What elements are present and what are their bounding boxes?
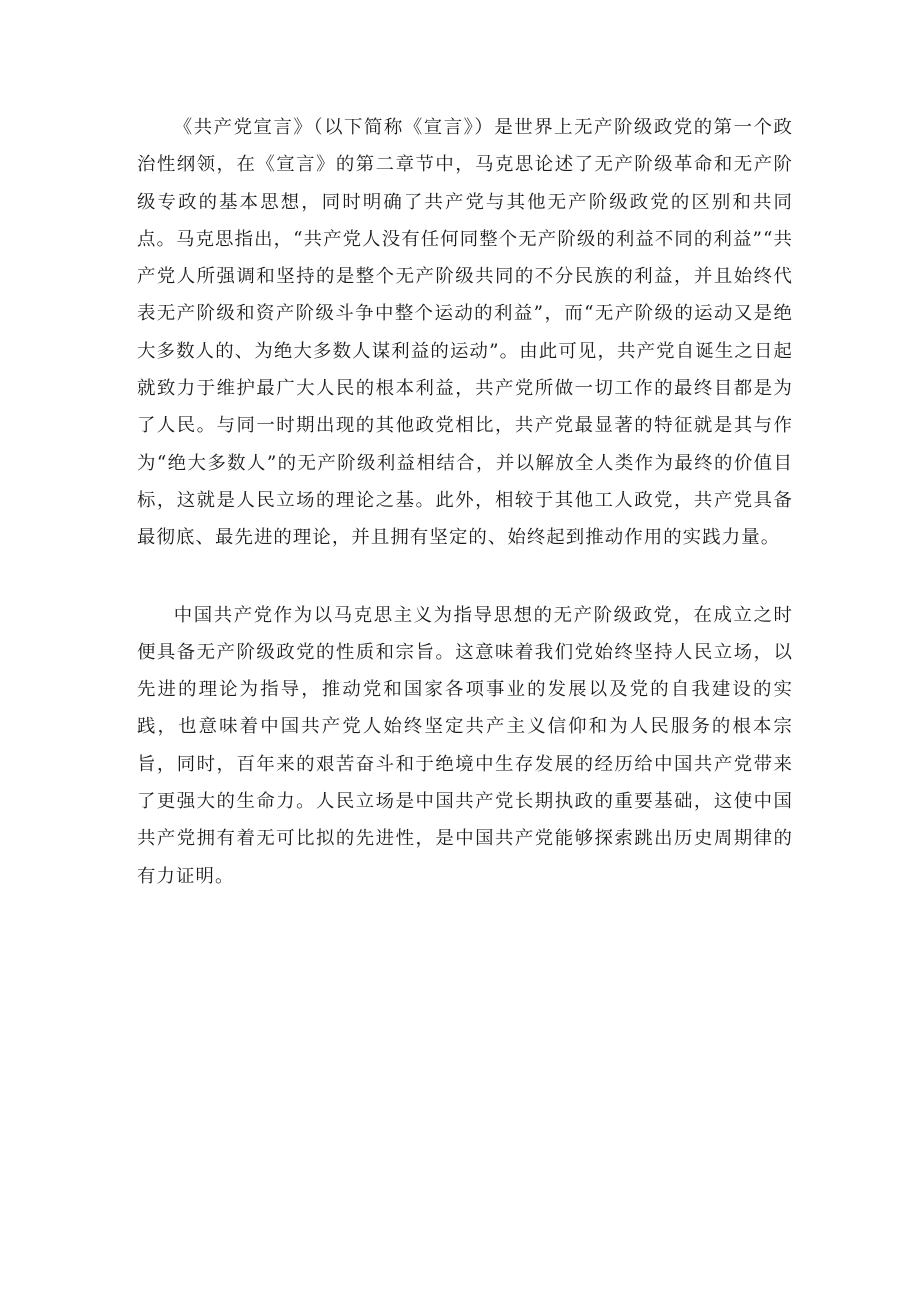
document-body [137, 109, 793, 895]
paragraph-2: 中国共产党作为以马克思主义为指导思想的无产阶级政党，在成立之时便具备无产阶级政党的性质和宗旨。这意味着我们党始终坚持人民立场，以先进的理论为指导，推动党和国家各项事业的发展以及党的自我建设的实践，也意味着中国共产党人始终坚定共产主义信仰和为人民服务的根本宗旨，同时，百年来的艰苦奋斗和于绝境中生存发展的经历给中国共产党带来了更强大的生命力。人民立场是中国共产党长期执政的重要基础，这使中国共产党拥有着无可比拟的先进性，是中国共产党能够探索跳出历史周期律的有力证明。 [137, 604, 793, 887]
paragraph-1: 《共产党宣言》（以下简称《宣言》）是世界上无产阶级政党的第一个政治性纲领，在《宣言》的第二章节中，马克思论述了无产阶级革命和无产阶级专政的基本思想，同时明确了共产党与其他无产阶级政党的区别和共同点。马克思指出，“共产党人没有任何同整个无产阶级的利益不同的利益”“共产党人所强调和坚持的是整个无产阶级共同的不分民族的利益，并且始终代表无产阶级和资产阶级斗争中整个运动的利益”，而“无产阶级的运动又是绝大多数人的、为绝大多数人谋利益的运动”。由此可见，共产党自诞生之日起就致力于维护最广大人民的根本利益，共产党所做一切工作的最终目都是为了人民。与同一时期出现的其他政党相比，共产党最显著的特征就是其与作为“绝大多数人”的无产阶级利益相结合，并以解放全人类作为最终的价值目标，这就是人民立场的理论之基。此外，相较于其他工人政党，共产党具备最彻底、最先进的理论，并且拥有坚定的、始终起到推动作用的实践力量。 [137, 117, 793, 549]
